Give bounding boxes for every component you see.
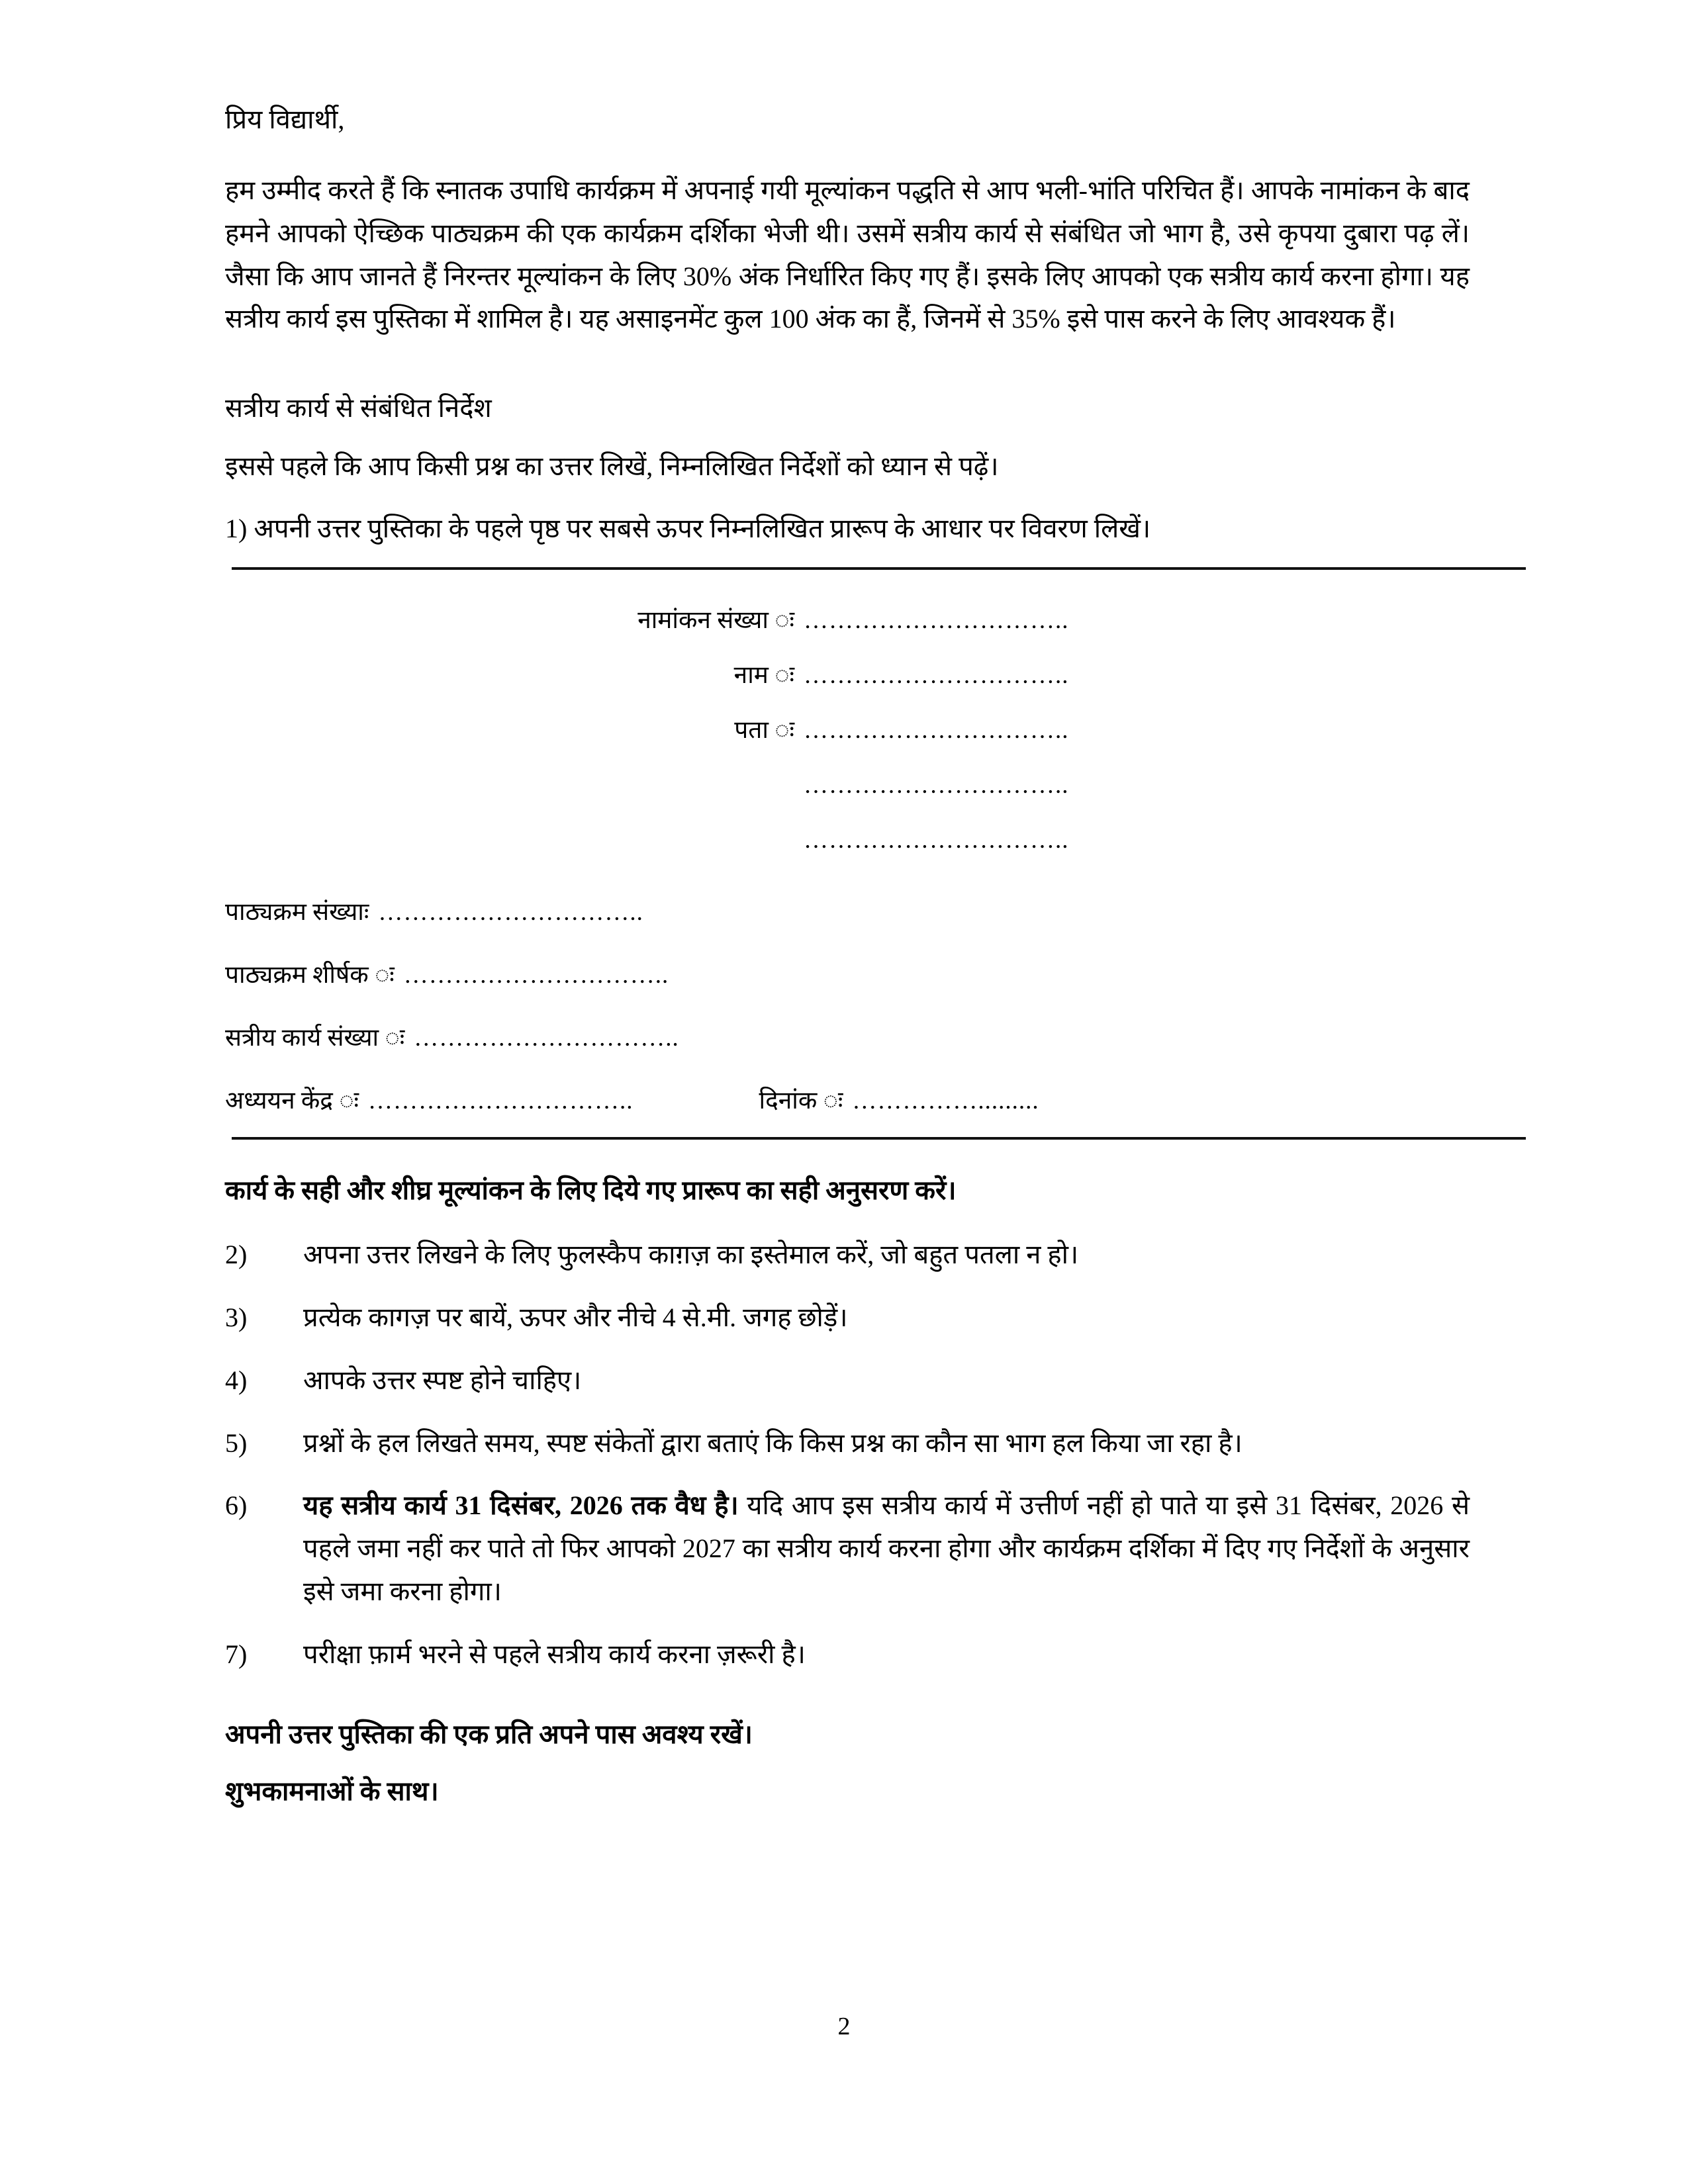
- enrolment-number-field[interactable]: …………………………..: [804, 608, 1069, 633]
- assignment-number-field[interactable]: …………………………..: [414, 1024, 679, 1052]
- list-item: [225, 1633, 1470, 1676]
- list-item-text: [303, 1484, 1470, 1613]
- course-number-label: पाठ्यक्रम संख्याः: [225, 899, 369, 927]
- list-item-number: 3): [225, 1302, 248, 1332]
- address-label: पता ः: [734, 717, 794, 745]
- address-field-line2[interactable]: …………………………..: [804, 773, 1069, 798]
- page-number: 2: [837, 2013, 851, 2040]
- assignment-number-label: सत्रीय कार्य संख्या ः: [225, 1024, 405, 1052]
- course-title-label: पाठ्यक्रम शीर्षक ः: [225, 962, 395, 989]
- form-row-course-number: [225, 893, 1470, 927]
- form-row-enrolment: [576, 608, 1470, 633]
- list-item-number: 5): [225, 1428, 248, 1458]
- list-item-number: 4): [225, 1365, 248, 1395]
- page-content: [225, 99, 1470, 1813]
- course-title-field[interactable]: …………………………..: [403, 962, 669, 989]
- salutation: प्रिय विद्यार्थी,: [225, 105, 345, 134]
- study-centre-label: अध्ययन केंद्र ः: [225, 1087, 359, 1115]
- instruction-item-1: 1) अपनी उत्तर पुस्तिका के पहले पृष्ठ पर सबसे ऊपर निम्नलिखित प्रारूप के आधार पर विवरण लिखें।: [225, 514, 1151, 544]
- validity-bold-text: यह सत्रीय कार्य 31 दिसंबर, 2026 तक वैध है।: [303, 1490, 739, 1521]
- enrolment-number-label: नामांकन संख्या ः: [637, 607, 794, 635]
- form-row-study-centre-and-date: [225, 1082, 1470, 1116]
- format-note: कार्य के सही और शीघ्र मूल्यांकन के लिए दिये गए प्रारूप का सही अनुसरण करें।: [225, 1175, 957, 1206]
- form-row-address-line3: [576, 828, 1470, 852]
- date-field[interactable]: …………….........: [852, 1087, 1039, 1115]
- form-row-course-title: [225, 956, 1470, 990]
- list-item-text: प्रश्नों के हल लिखते समय, स्पष्ट संकेतों द्वारा बताएं कि किस प्रश्न का कौन सा भाग हल किया जा रहा है।: [303, 1428, 1243, 1458]
- form-row-address-line2: [576, 773, 1470, 797]
- section-heading: सत्रीय कार्य से संबंधित निर्देश: [225, 393, 492, 424]
- name-field[interactable]: …………………………..: [804, 663, 1069, 688]
- list-item-text: परीक्षा फ़ार्म भरने से पहले सत्रीय कार्य करना ज़रूरी है।: [303, 1639, 806, 1669]
- list-item-text: प्रत्येक कागज़ पर बायें, ऊपर और नीचे 4 से.मी. जगह छोड़ें।: [303, 1302, 848, 1332]
- list-item-number: 6): [225, 1490, 248, 1521]
- list-item-text: अपना उत्तर लिखने के लिए फुलस्कैप काग़ज़ का इस्तेमाल करें, जो बहुत पतला न हो।: [303, 1240, 1079, 1270]
- form-row-assignment-number: [225, 1019, 1470, 1053]
- date-label: दिनांक ः: [759, 1087, 843, 1115]
- list-item: [225, 1359, 1470, 1402]
- validity-rest-text: यदि आप इस सत्रीय कार्य में उत्तीर्ण नहीं हो पाते या इसे 31 दिसंबर, 2026 से पहले जमा नहीं कर पाते तो फिर आपको 2027 का सत्रीय कार्य करना होगा और कार्यक्रम दर्शिका में दिए गए निर्देशों के अनुसार इसे जमा करना होगा।: [303, 1490, 1470, 1606]
- list-item: [225, 1422, 1470, 1465]
- course-number-field[interactable]: …………………………..: [378, 899, 643, 927]
- form-left-column: [225, 883, 1470, 1116]
- list-item-number: 7): [225, 1639, 248, 1669]
- list-item: [225, 1297, 1470, 1340]
- address-field-line3[interactable]: …………………………..: [804, 828, 1069, 853]
- closing-line-1: अपनी उत्तर पुस्तिका की एक प्रति अपने पास अवश्य रखें।: [225, 1719, 753, 1749]
- list-item: [225, 1234, 1470, 1277]
- instructions-list: [225, 1234, 1470, 1676]
- form-row-name: [576, 663, 1470, 688]
- lead-line: इससे पहले कि आप किसी प्रश्न का उत्तर लिखें, निम्नलिखित निर्देशों को ध्यान से पढ़ें।: [225, 451, 999, 482]
- study-centre-field[interactable]: …………………………..: [368, 1087, 633, 1115]
- list-item-number: 2): [225, 1240, 248, 1270]
- student-details-form: [225, 570, 1470, 1116]
- form-bottom-rule: [232, 1137, 1526, 1140]
- intro-paragraph: हम उम्मीद करते हैं कि स्नातक उपाधि कार्यक्रम में अपनाई गयी मूल्यांकन पद्धति से आप भली-भांति परिचित हैं। आपके नामांकन के बाद हमने आपको ऐच्छिक पाठ्यक्रम की एक कार्यक्रम दर्शिका भेजी थी। उसमें सत्रीय कार्य से संबंधित जो भाग है, उसे कृपया दुबारा पढ़ लें। जैसा कि आप जानते हैं निरन्तर मूल्यांकन के लिए 30% अंक निर्धारित किए गए हैं। इसके लिए आपको एक सत्रीय कार्य करना होगा। यह सत्रीय कार्य इस पुस्तिका में शामिल है। यह असाइनमेंट कुल 100 अंक का हैं, जिनमें से 35% इसे पास करने के लिए आवश्यक हैं।: [225, 175, 1470, 334]
- name-label: नाम ः: [733, 662, 794, 690]
- form-row-address: [576, 718, 1470, 743]
- list-item-text: आपके उत्तर स्पष्ट होने चाहिए।: [303, 1365, 582, 1395]
- closing-line-2: शुभकामनाओं के साथ।: [225, 1776, 439, 1806]
- address-field[interactable]: …………………………..: [804, 718, 1069, 743]
- form-right-column: [225, 608, 1470, 883]
- list-item-validity: [225, 1484, 1470, 1613]
